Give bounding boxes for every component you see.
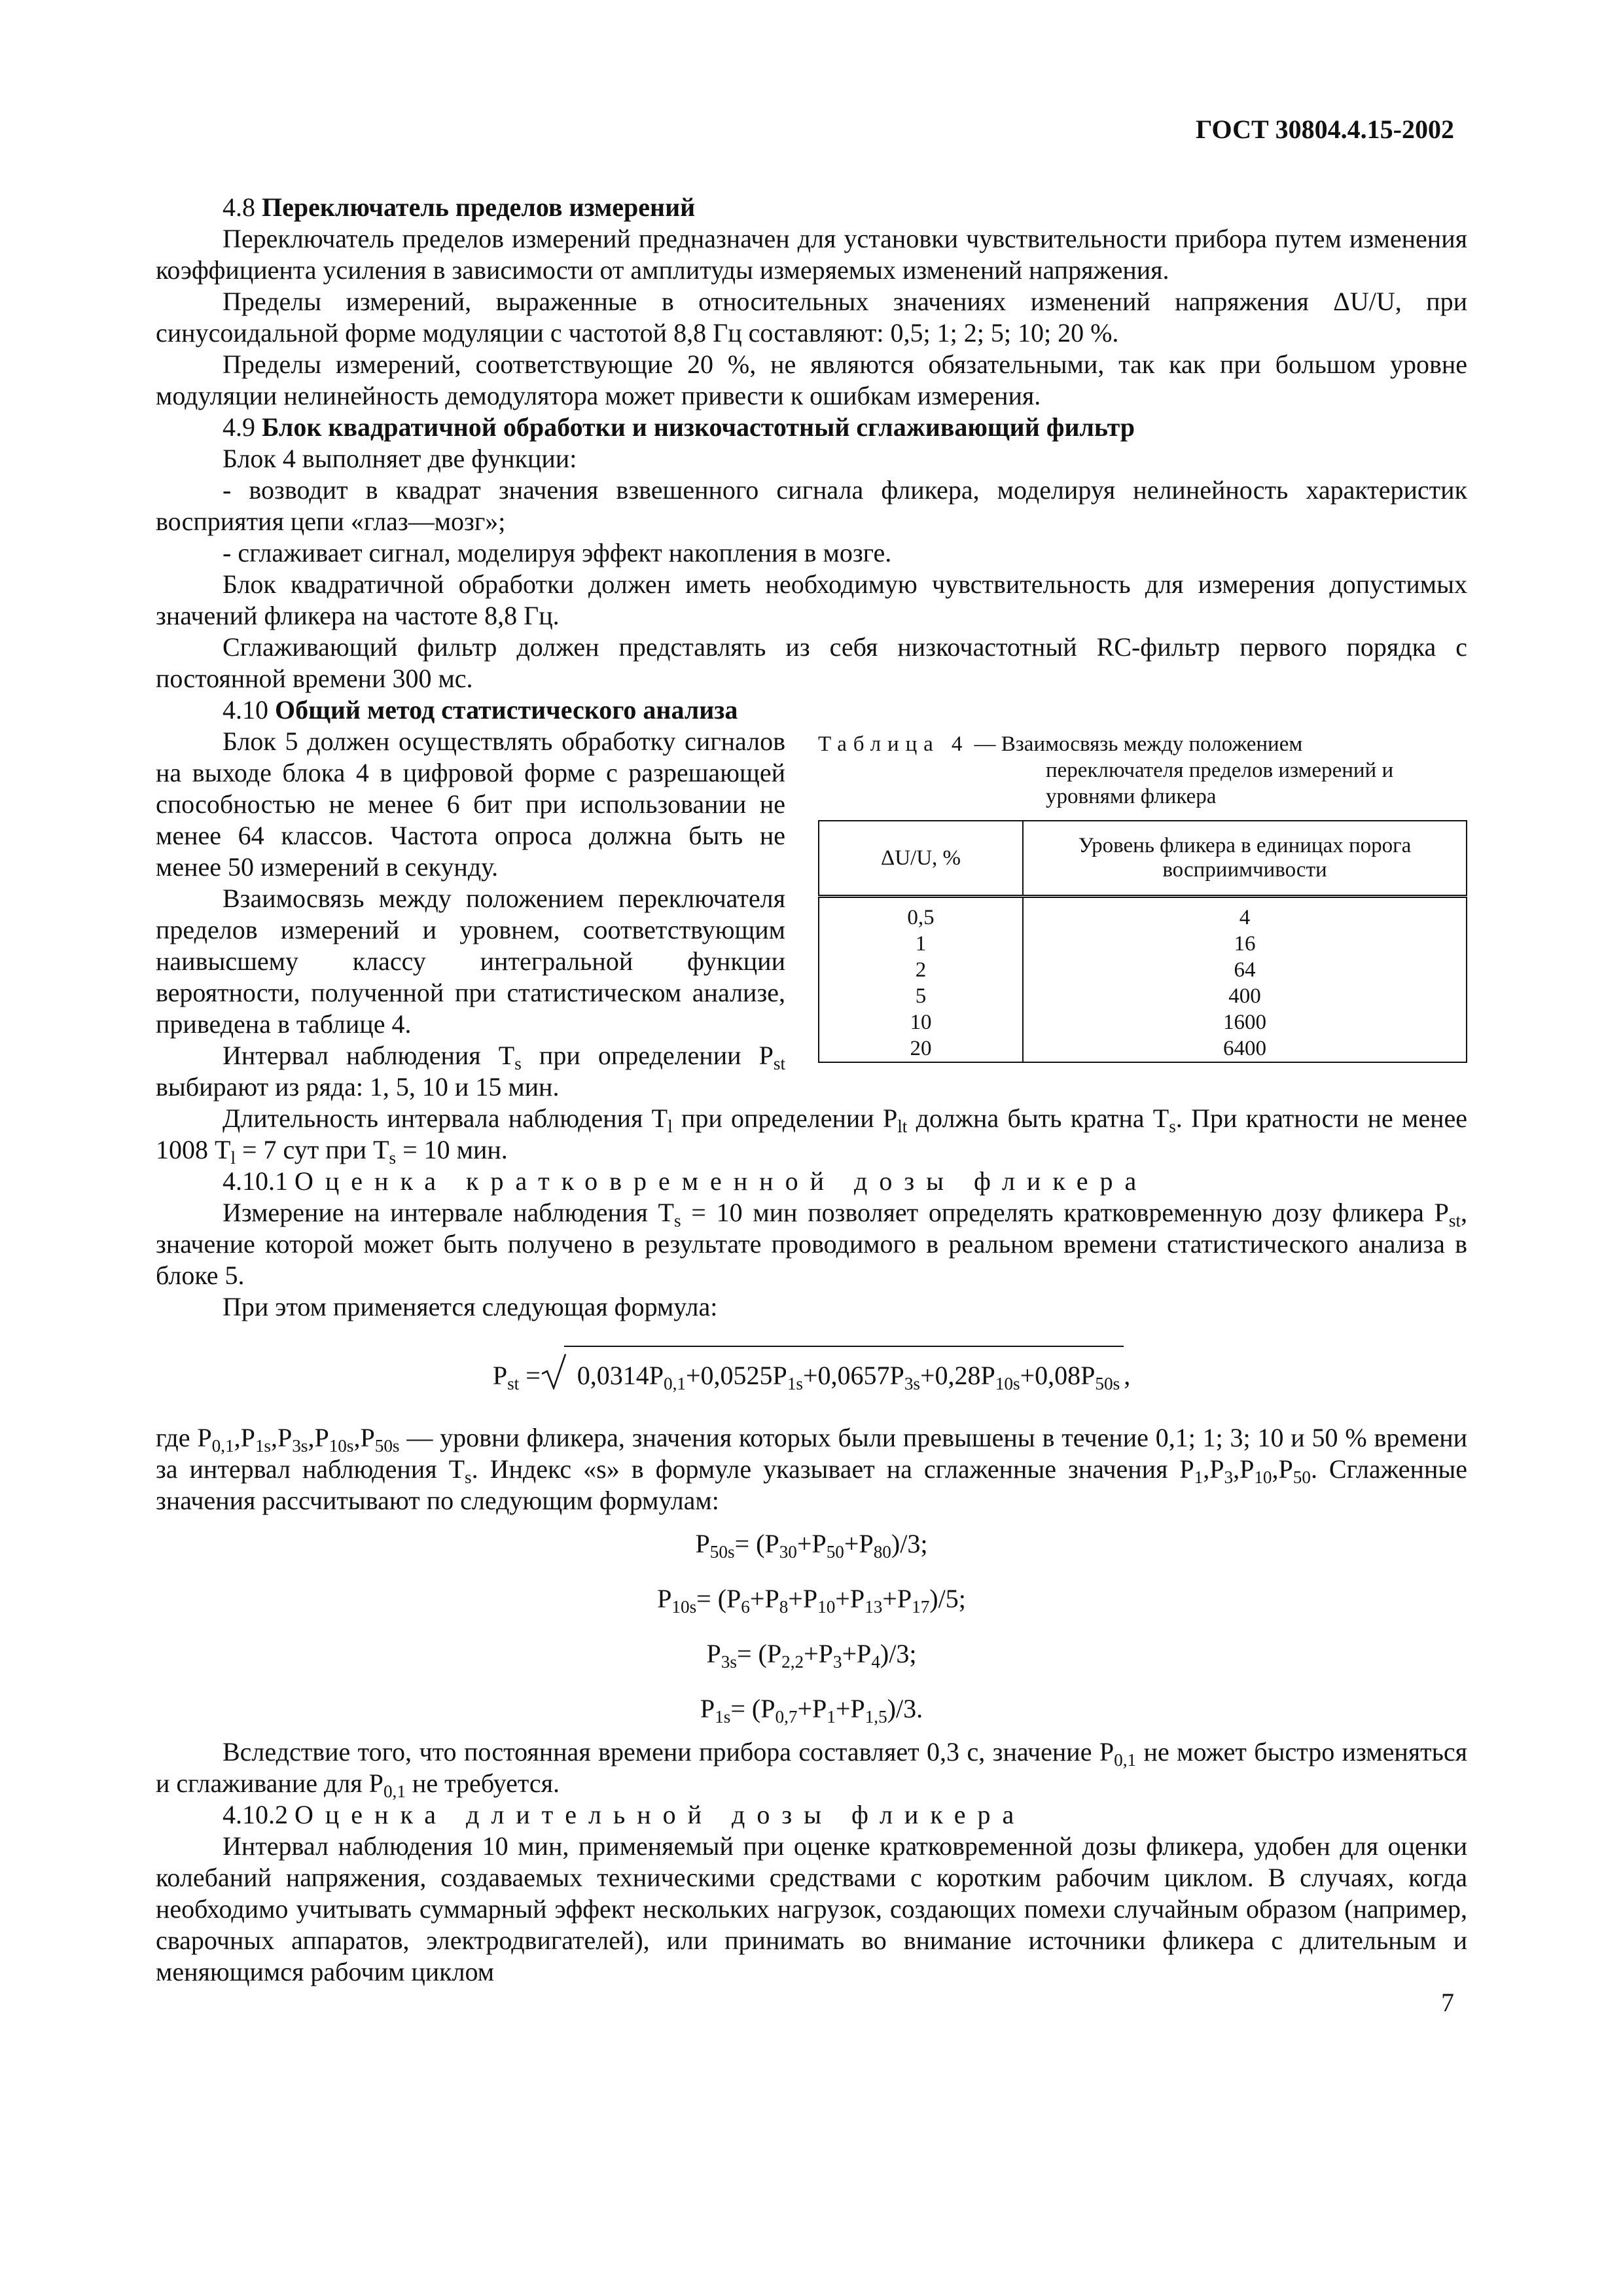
table-row: 1 16 bbox=[819, 931, 1467, 957]
table-4-block bbox=[818, 731, 1467, 1063]
table-row: 2 64 bbox=[819, 957, 1467, 983]
table-header-du: ΔU/U, % bbox=[819, 821, 1023, 897]
sqrt-symbol bbox=[541, 1353, 567, 1390]
section-4-10-heading: 4.10 Общий метод статистического анализа bbox=[223, 695, 738, 725]
document-body bbox=[156, 192, 1467, 1988]
section-4-10-1-heading: 4.10.1 Оценка кратковременной дозы фликера bbox=[223, 1166, 1149, 1196]
table-row: 20 6400 bbox=[819, 1035, 1467, 1062]
formula-p10s: $P_{10s}= (P_6+P_8+P_{10}+P_{13}+P_{17})/5$; bbox=[657, 1584, 966, 1617]
paragraph: Блок квадратичной обработки должен иметь необходимую чувствительность для измерения допустимых значений фликера на частоте 8,8 Гц. bbox=[156, 569, 1467, 630]
section-4-10-2-heading: 4.10.2 Оценка длительной дозы фликера bbox=[223, 1800, 1026, 1829]
paragraph: Блок 5 должен осуществлять обработку сигналов на выходе блока 4 в цифровой форме с разрешающей способностью не менее 6 бит при использовании не менее 64 классов. Частота опроса должна быть не менее 50 измерений в секунду. bbox=[156, 726, 785, 882]
table-row: 10 1600 bbox=[819, 1009, 1467, 1035]
paragraph: Интервал наблюдения 10 мин, применяемый при оценке кратковременной дозы фликера, удобен для оценки колебаний напряжения, создаваемых техническими средствами с коротким рабочим циклом. В случаях, когда необходимо учитывать суммарный эффект нескольких нагрузок, создающих помехи случайным образом (например, сварочных аппаратов, электродвигателей), или принимать во внимание источники фликера с длительным и меняющимся рабочим циклом bbox=[156, 1831, 1467, 1986]
page-number: 7 bbox=[1441, 1988, 1454, 2017]
smoothed-formulas bbox=[156, 1516, 1467, 1736]
table-row: 0,5 4 bbox=[819, 897, 1467, 931]
list-item: - возводит в квадрат значения взвешенного сигнала фликера, моделируя нелинейность характеристик восприятия цепи «глаз—мозг»; bbox=[156, 475, 1467, 536]
table-row: 5 400 bbox=[819, 983, 1467, 1009]
paragraph: Измерение на интервале наблюдения $T_s = 10$ мин позволяет определять кратковременную дозу фликера $P_{st}$, значение которой может быть получено в результате проводимого в реальном времени статистического анализа в блоке 5. bbox=[156, 1198, 1467, 1290]
formula-p1s: $P_{1s}= (P_{0,7}+P_1+P_{1,5})/3$. bbox=[700, 1694, 923, 1727]
paragraph: Пределы измерений, выраженные в относительных значениях изменений напряжения ΔU/U, при синусоидальной форме модуляции с частотой 8,8 Гц составляют: 0,5; 1; 2; 5; 10; 20 %. bbox=[156, 287, 1467, 348]
formula-p3s: $P_{3s}= (P_{2,2}+P_3+P_4)/3$; bbox=[706, 1639, 917, 1672]
paragraph: где $P_{0,1},P_{1s},P_{3s},P_{10s},P_{50s}$ — уровни фликера, значения которых были превышены в течение 0,1; 1; 3; 10 и 50 % времени за интервал наблюдения $T_s$. Индекс «s» в формуле указывает на сглаженные значения $P_1,P_3,P_{10},P_{50}$. Сглаженные значения рассчитывают по следующим формулам: bbox=[156, 1423, 1468, 1515]
section-4-8-heading: 4.8 Переключатель пределов измерений bbox=[223, 192, 696, 222]
paragraph: При этом применяется следующая формула: bbox=[223, 1292, 718, 1321]
paragraph: Длительность интервала наблюдения $T_l$ при определении $P_{lt}$ должна быть кратна $T_s$. При кратности не менее 1008 $T_l = 7$ сут при $T_s = 10$ мин. bbox=[156, 1103, 1468, 1168]
paragraph: Сглаживающий фильтр должен представлять из себя низкочастотный RC-фильтр первого порядка с постоянной времени 300 мс. bbox=[156, 632, 1467, 693]
table-header-level: Уровень фликера в единицах порога восприимчивости bbox=[1023, 821, 1467, 897]
flicker-level-table bbox=[818, 820, 1467, 1063]
paragraph: Интервал наблюдения $T_s$ при определении $P_{st}$ выбирают из ряда: 1, 5, 10 и 15 мин. bbox=[156, 1041, 785, 1102]
list-item: - сглаживает сигнал, моделируя эффект накопления в мозге. bbox=[223, 538, 892, 567]
pst-formula: $P_{st} = 0,0314P_{0,1}+0,0525P_{1s}+0,0657P_{3s}+0,28P_{10s}+0,08P_{50s}$ , bbox=[156, 1353, 1467, 1416]
standard-header: ГОСТ 30804.4.15-2002 bbox=[1196, 115, 1454, 144]
formula-p50s: $P_{50s}= (P_{30}+P_{50}+P_{80})/3$; bbox=[695, 1529, 928, 1562]
paragraph: Блок 4 выполняет две функции: bbox=[223, 444, 577, 473]
paragraph: Переключатель пределов измерений предназначен для установки чувствительности прибора путем изменения коэффициента усиления в зависимости от амплитуды измеряемых изменений напряжения. bbox=[156, 224, 1467, 285]
paragraph: Пределы измерений, соответствующие 20 %, не являются обязательными, так как при большом уровне модуляции нелинейность демодулятора может привести к ошибкам измерения. bbox=[156, 350, 1467, 410]
paragraph: Взаимосвязь между положением переключателя пределов измерений и уровнем, соответствующим наивысшему классу интегральной функции вероятности, полученной при статистическом анализе, приведена в таблице 4. bbox=[156, 884, 785, 1039]
table-caption: Таблица 4 — Взаимосвязь между положением переключателя пределов измерений и уровнями фликера bbox=[818, 732, 1394, 808]
paragraph: Вследствие того, что постоянная времени прибора составляет 0,3 с, значение $P_{0,1}$ не может быстро изменяться и сглаживание для $P_{0,1}$ не требуется. bbox=[156, 1737, 1468, 1802]
section-4-9-heading: 4.9 Блок квадратичной обработки и низкочастотный сглаживающий фильтр bbox=[223, 412, 1135, 442]
